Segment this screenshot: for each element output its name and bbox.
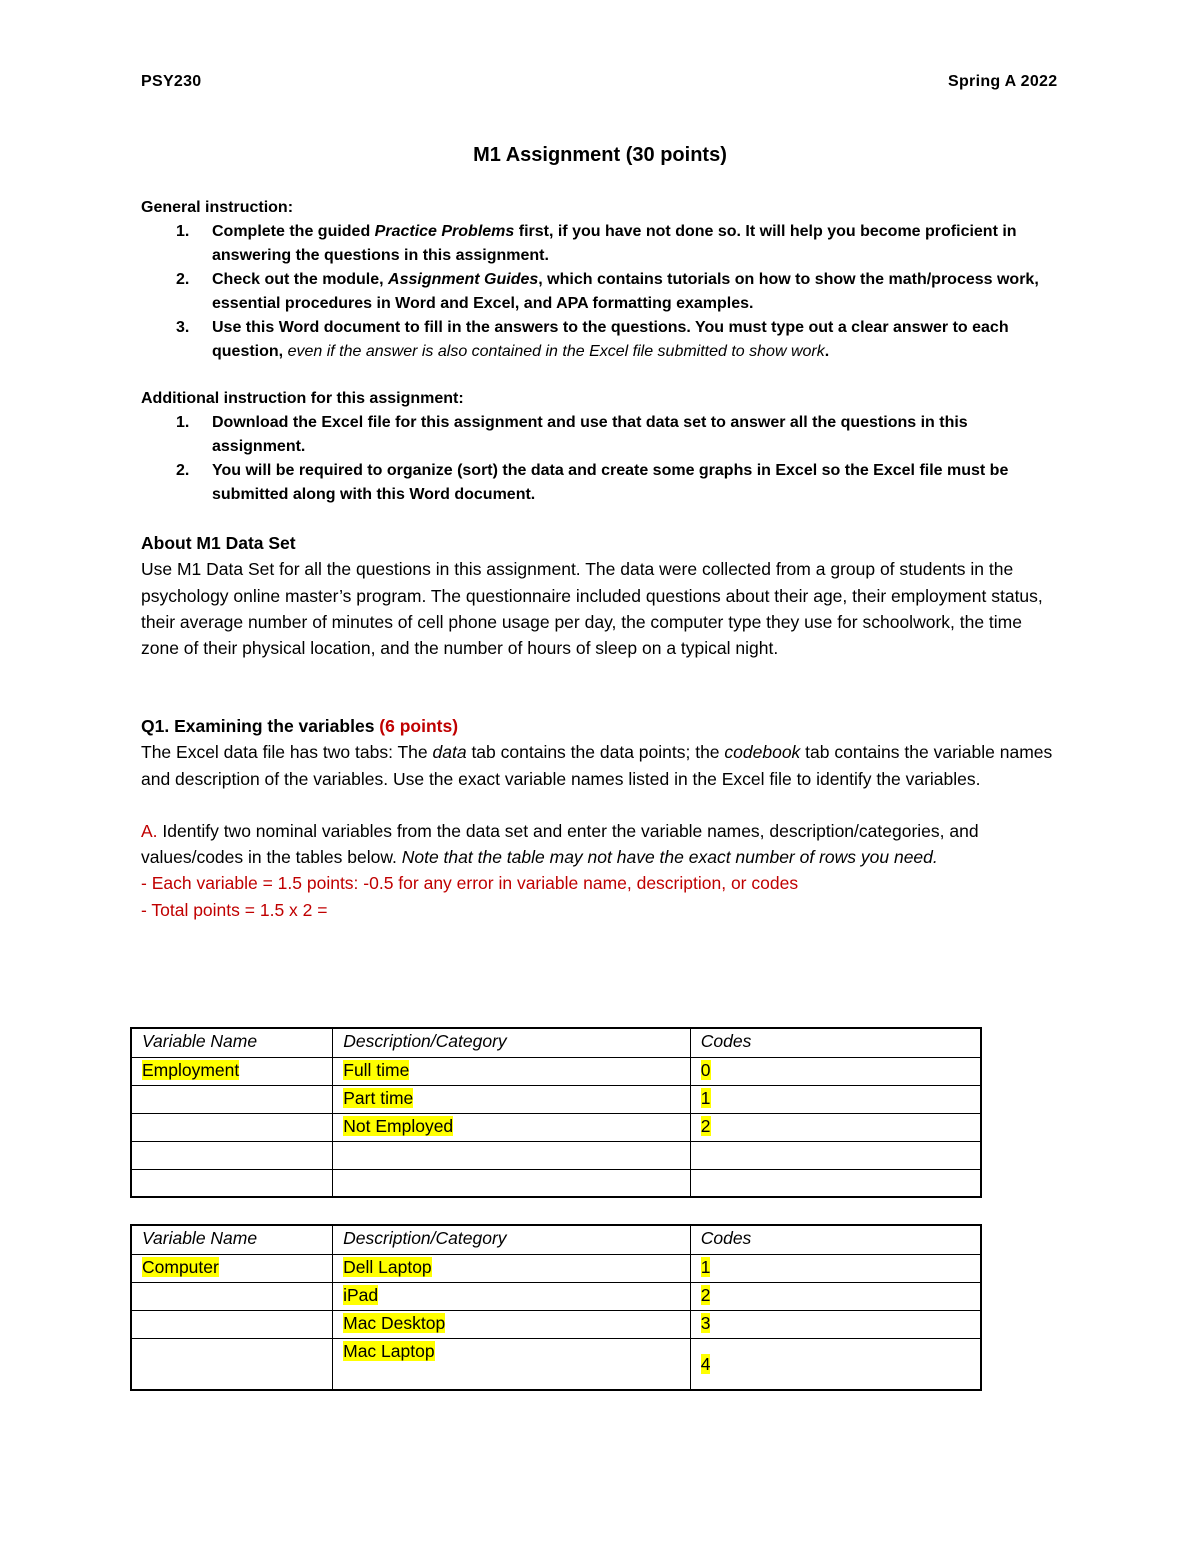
- q1-heading: Q1. Examining the variables (6 points): [141, 716, 459, 736]
- additional-heading: Additional instruction for this assignment:: [141, 390, 464, 407]
- table-row: [131, 1113, 981, 1141]
- table-row: [131, 1282, 981, 1310]
- description-cell: Mac Laptop: [343, 1340, 435, 1361]
- q1-rule-1: - Each variable = 1.5 points: -0.5 for any error in variable name, description, or codes: [141, 873, 799, 894]
- q1-rule-2: - Total points = 1.5 x 2 =: [141, 899, 328, 920]
- header-course: PSY230: [141, 73, 202, 90]
- q1-description: The Excel data file has two tabs: The data tab contains the data points; the codebook tab contains the variable names and description of the variables. Use the exact variable names listed in the Excel file to identify the variables.: [141, 742, 1053, 789]
- about-section: [141, 530, 1061, 661]
- employment-table: [130, 1027, 982, 1198]
- additional-instructions: [141, 387, 1061, 507]
- description-cell: Mac Desktop: [343, 1312, 446, 1333]
- table-row: [131, 1141, 981, 1169]
- header-variable-name: Variable Name: [131, 1225, 333, 1254]
- header-description: Description/Category: [333, 1028, 691, 1057]
- code-cell: 1: [700, 1087, 711, 1108]
- code-cell: 4: [700, 1353, 711, 1374]
- table-row: [131, 1338, 981, 1390]
- variable-name-cell: Computer: [142, 1256, 219, 1277]
- code-cell: 2: [700, 1284, 711, 1305]
- q1-part-a: A. Identify two nominal variables from the data set and enter the variable names, description/categories, and values/codes in the tables below. Note that the table may not have the exact number of rows you need.: [141, 820, 979, 868]
- variable-name-cell: Employment: [142, 1059, 240, 1080]
- description-cell: Full time: [343, 1059, 410, 1080]
- header-variable-name: Variable Name: [131, 1028, 333, 1057]
- description-cell: Dell Laptop: [343, 1256, 432, 1277]
- general-heading: General instruction:: [141, 199, 294, 216]
- table-row: [131, 1057, 981, 1085]
- additional-list: [141, 411, 1061, 507]
- description-cell: iPad: [343, 1284, 379, 1305]
- general-instructions: [141, 196, 1061, 364]
- code-cell: 0: [700, 1059, 711, 1080]
- table-row: [131, 1254, 981, 1282]
- page-title: M1 Assignment (30 points): [473, 144, 727, 166]
- computer-table: [130, 1224, 982, 1391]
- list-item: 1. Complete the guided Practice Problems first, if you have not done so. It will help you become proficient in answering the questions in this assignment.: [176, 223, 1017, 264]
- general-list: [141, 220, 1061, 364]
- code-cell: 2: [700, 1115, 711, 1136]
- code-cell: 3: [700, 1312, 711, 1333]
- table-header-row: [131, 1225, 981, 1254]
- description-cell: Part time: [343, 1087, 414, 1108]
- q1-points: (6 points): [379, 716, 459, 736]
- list-item: 2. You will be required to organize (sort) the data and create some graphs in Excel so the Excel file must be submitted along with this Word document.: [176, 462, 1009, 503]
- table-row: [131, 1085, 981, 1113]
- list-item: 2. Check out the module, Assignment Guides, which contains tutorials on how to show the math/process work, essential procedures in Word and Excel, and APA formatting examples.: [176, 271, 1039, 312]
- table-row: [131, 1310, 981, 1338]
- header-codes: Codes: [690, 1225, 981, 1254]
- q1-section: [141, 713, 1061, 923]
- header-codes: Codes: [690, 1028, 981, 1057]
- description-cell: Not Employed: [343, 1115, 454, 1136]
- about-heading: About M1 Data Set: [141, 533, 296, 553]
- table-row: [131, 1169, 981, 1197]
- code-cell: 1: [700, 1256, 711, 1277]
- header-description: Description/Category: [333, 1225, 691, 1254]
- list-item: 1. Download the Excel file for this assignment and use that data set to answer all the questions in this assignment.: [176, 414, 968, 455]
- table-header-row: [131, 1028, 981, 1057]
- about-text: Use M1 Data Set for all the questions in this assignment. The data were collected from a group of students in the psychology online master’s program. The questionnaire included questions about their age, their employment status, their average number of minutes of cell phone usage per day, the computer type they use for schoolwork, the time zone of their physical location, and the number of hours of sleep on a typical night.: [141, 559, 1043, 659]
- header-term: Spring A 2022: [948, 73, 1058, 90]
- list-item: 3. Use this Word document to fill in the answers to the questions. You must type out a clear answer to each question, even if the answer is also contained in the Excel file submitted to show work.: [176, 319, 1009, 360]
